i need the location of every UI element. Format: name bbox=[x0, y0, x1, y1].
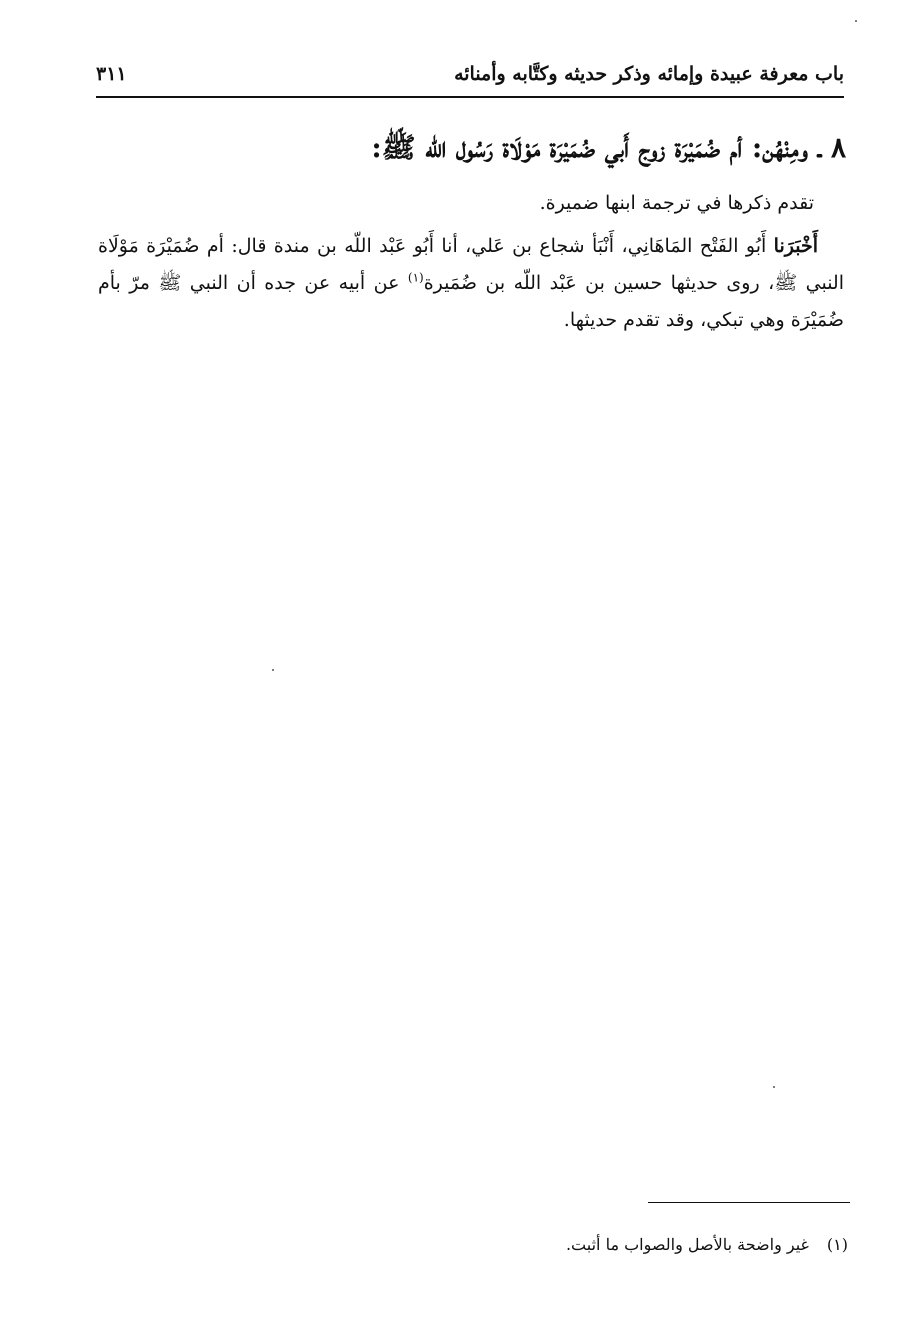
header-divider bbox=[96, 96, 844, 98]
running-header bbox=[96, 56, 844, 92]
footnote-text: غير واضحة بالأصل والصواب ما أثبت. bbox=[565, 1235, 809, 1254]
narration-text-part1: أَبُو الفَتْح المَاهَانِي، أَنْبَأ شجاع بن عَلي، أنا أَبُو عَبْد اللّه بن مندة قال: أم ضُمَيْرَة مَوْلَاة النبي ﷺ، روى حديثها حسين بن عَبْد اللّه بن ضُمَيرة bbox=[98, 235, 844, 294]
footnote-divider bbox=[648, 1202, 850, 1203]
entry-heading: ٨ ـ ومِنْهُن: أم ضُمَيْرَة زوج أَبي ضُمَيْرَة مَوْلَاة رَسُول الله ﷺ: bbox=[371, 131, 846, 164]
scan-speck bbox=[272, 669, 274, 671]
page-number: ٣١١ bbox=[96, 63, 127, 85]
narration-lead-word: أَخْبَرَنا bbox=[773, 235, 818, 257]
footnote bbox=[100, 1232, 848, 1258]
scan-speck bbox=[855, 20, 857, 22]
narration-text-part2: عن أبيه عن جده أن النبي ﷺ مرّ بأم ضُمَيْرَة وهي تبكي، وقد تقدم حديثها. bbox=[98, 272, 844, 331]
narration-paragraph bbox=[98, 228, 844, 339]
running-title: باب معرفة عبيدة وإمائه وذكر حديثه وكتَّابه وأمنائه bbox=[454, 63, 844, 85]
footnote-number: (١) bbox=[826, 1235, 848, 1254]
footnote-reference: (١) bbox=[407, 270, 424, 285]
entry-body bbox=[98, 185, 844, 345]
intro-paragraph: تقدم ذكرها في ترجمة ابنها ضميرة. bbox=[539, 192, 814, 214]
scan-speck bbox=[773, 1086, 775, 1088]
